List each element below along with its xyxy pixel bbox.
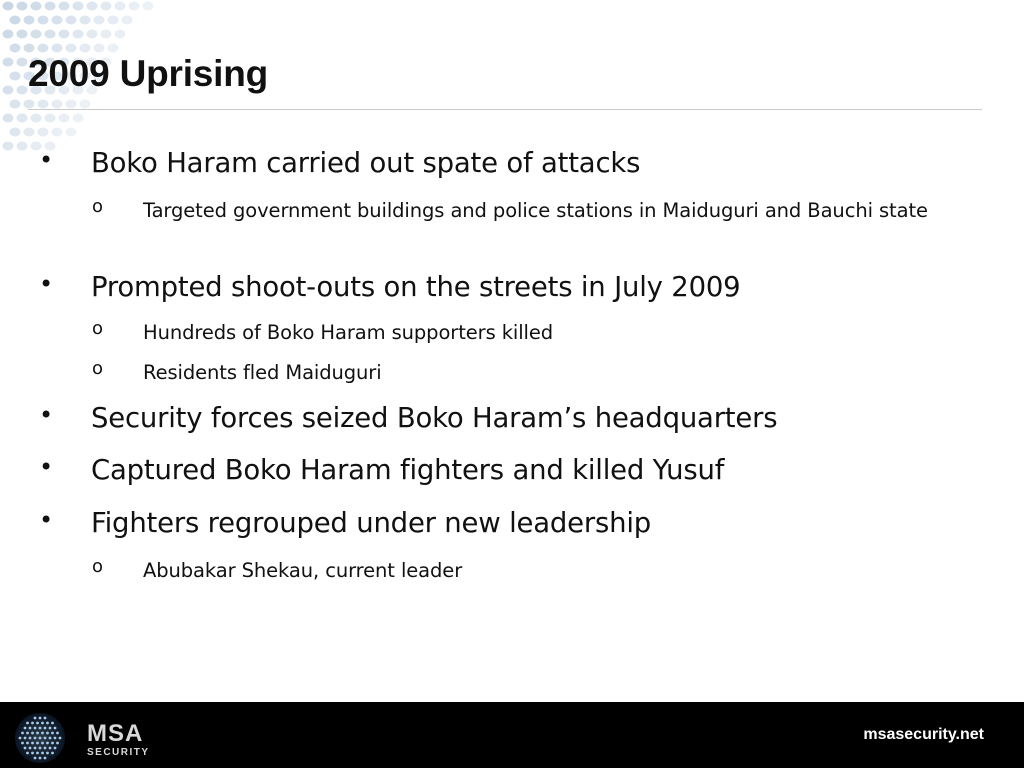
globe-dot xyxy=(39,747,42,750)
bullet-marker: • xyxy=(39,146,54,174)
decor-dot xyxy=(38,128,49,137)
decor-dot xyxy=(38,100,49,109)
globe-dot xyxy=(54,737,57,740)
decor-dot xyxy=(45,2,56,11)
decor-dot xyxy=(115,2,126,11)
decor-dot xyxy=(17,142,28,151)
decor-dot xyxy=(66,100,77,109)
globe-dot xyxy=(39,717,42,720)
bullet-text: Security forces seized Boko Haram’s headquarters xyxy=(91,402,778,434)
globe-dot xyxy=(56,742,59,745)
decor-dot xyxy=(10,44,21,53)
globe-dot xyxy=(49,727,52,730)
globe-dot xyxy=(31,752,34,755)
decor-dot xyxy=(31,2,42,11)
globe-dot xyxy=(51,732,54,735)
globe-dot xyxy=(24,737,27,740)
globe-dot xyxy=(34,757,37,760)
globe-dot xyxy=(51,742,54,745)
decor-dot xyxy=(17,114,28,123)
msa-security-logo xyxy=(12,710,157,766)
bullet-marker: • xyxy=(39,453,54,481)
globe-dot xyxy=(36,722,39,725)
globe-dot xyxy=(26,742,29,745)
logo-subtext: SECURITY xyxy=(87,747,150,758)
decor-dot xyxy=(122,16,133,25)
globe-dot xyxy=(59,737,62,740)
decor-dot xyxy=(10,128,21,137)
globe-dot xyxy=(34,717,37,720)
globe-dot xyxy=(36,742,39,745)
globe-dot xyxy=(51,722,54,725)
globe-dot xyxy=(24,747,27,750)
globe-dot xyxy=(31,742,34,745)
footer-bar xyxy=(0,702,1024,768)
globe-dot xyxy=(24,727,27,730)
bullet-text: Fighters regrouped under new leadership xyxy=(91,507,652,539)
globe-dot xyxy=(46,732,49,735)
decor-dot xyxy=(52,16,63,25)
bullet-marker: • xyxy=(39,270,54,298)
sub-bullet-marker: o xyxy=(92,556,104,577)
decor-dot xyxy=(80,16,91,25)
decor-dot xyxy=(3,30,14,39)
decor-dot xyxy=(66,128,77,137)
decor-dot xyxy=(45,30,56,39)
globe-dot xyxy=(29,747,32,750)
globe-dot xyxy=(31,732,34,735)
globe-dot xyxy=(39,737,42,740)
globe-dot xyxy=(19,737,22,740)
sub-bullet-text: Hundreds of Boko Haram supporters killed xyxy=(143,321,554,344)
sub-bullet-marker: o xyxy=(92,318,104,339)
bullet-marker: • xyxy=(39,401,54,429)
decor-dot xyxy=(24,16,35,25)
globe-dot xyxy=(44,727,47,730)
decor-dot xyxy=(17,58,28,67)
decor-dot xyxy=(17,30,28,39)
globe-dot xyxy=(39,757,42,760)
globe-dot xyxy=(36,752,39,755)
decor-dot xyxy=(10,16,21,25)
decor-dot xyxy=(45,114,56,123)
decor-dot xyxy=(115,30,126,39)
decor-dot xyxy=(52,100,63,109)
globe-dot xyxy=(34,747,37,750)
decor-dot xyxy=(129,2,140,11)
sub-bullet-marker: o xyxy=(92,196,104,217)
decor-dot xyxy=(3,2,14,11)
globe-dot xyxy=(44,717,47,720)
decor-dot xyxy=(10,72,21,81)
globe-dot xyxy=(21,742,24,745)
decor-dot xyxy=(52,128,63,137)
decor-dot xyxy=(101,30,112,39)
bullet-text: Prompted shoot-outs on the streets in July 2009 xyxy=(91,271,741,303)
decor-dot xyxy=(73,114,84,123)
globe-dot xyxy=(36,732,39,735)
bullet-text: Boko Haram carried out spate of attacks xyxy=(91,147,641,179)
decor-dot xyxy=(3,58,14,67)
decor-dot xyxy=(10,100,21,109)
globe-dot xyxy=(41,732,44,735)
globe-dot xyxy=(49,747,52,750)
decor-dot xyxy=(66,16,77,25)
decor-dot xyxy=(101,2,112,11)
globe-dot xyxy=(44,737,47,740)
globe-dot xyxy=(44,757,47,760)
globe-dot xyxy=(31,722,34,725)
decor-dot xyxy=(3,142,14,151)
website-link[interactable]: msasecurity.net xyxy=(863,726,984,743)
globe-dot xyxy=(26,752,29,755)
decor-dot xyxy=(73,2,84,11)
decor-dot xyxy=(24,128,35,137)
title-divider xyxy=(28,109,982,110)
decor-dot xyxy=(24,100,35,109)
globe-dot xyxy=(51,752,54,755)
decor-dot xyxy=(31,114,42,123)
globe-dot xyxy=(26,722,29,725)
decor-dot xyxy=(59,114,70,123)
bullet-text: Captured Boko Haram fighters and killed Yusuf xyxy=(91,454,725,486)
globe-dot xyxy=(41,742,44,745)
globe-dot xyxy=(34,727,37,730)
decor-dot xyxy=(17,2,28,11)
decor-dot xyxy=(38,16,49,25)
globe-dot xyxy=(29,727,32,730)
logo-wordmark: MSA xyxy=(87,720,144,747)
decor-dot xyxy=(59,30,70,39)
globe-dot xyxy=(46,752,49,755)
globe-dot xyxy=(41,722,44,725)
globe-icon xyxy=(12,710,68,766)
globe-dot xyxy=(46,742,49,745)
globe-dot xyxy=(26,732,29,735)
globe-dot xyxy=(21,732,24,735)
decor-dot xyxy=(94,16,105,25)
sub-bullet-text: Abubakar Shekau, current leader xyxy=(143,559,463,582)
decor-dot xyxy=(87,2,98,11)
decor-dot xyxy=(143,2,154,11)
decor-dot xyxy=(31,30,42,39)
globe-dot xyxy=(46,722,49,725)
decor-dot xyxy=(59,2,70,11)
slide-title: 2009 Uprising xyxy=(28,53,269,94)
globe-dot xyxy=(29,737,32,740)
globe-dot xyxy=(39,727,42,730)
decor-dot xyxy=(87,30,98,39)
sub-bullet-marker: o xyxy=(92,358,104,379)
globe-dot xyxy=(34,737,37,740)
decor-dot xyxy=(17,86,28,95)
decor-dot xyxy=(80,100,91,109)
bullet-marker: • xyxy=(39,506,54,534)
globe-dot xyxy=(44,747,47,750)
globe-dot xyxy=(54,747,57,750)
sub-bullet-text: Targeted government buildings and police stations in Maiduguri and Bauchi state xyxy=(143,199,928,222)
sub-bullet-text: Residents fled Maiduguri xyxy=(143,361,382,384)
decor-dot xyxy=(108,16,119,25)
globe-dot xyxy=(49,737,52,740)
decor-dot xyxy=(73,30,84,39)
decor-dot xyxy=(3,114,14,123)
globe-dot xyxy=(54,727,57,730)
globe-dot xyxy=(41,752,44,755)
decor-dot xyxy=(3,86,14,95)
globe-dot xyxy=(56,732,59,735)
